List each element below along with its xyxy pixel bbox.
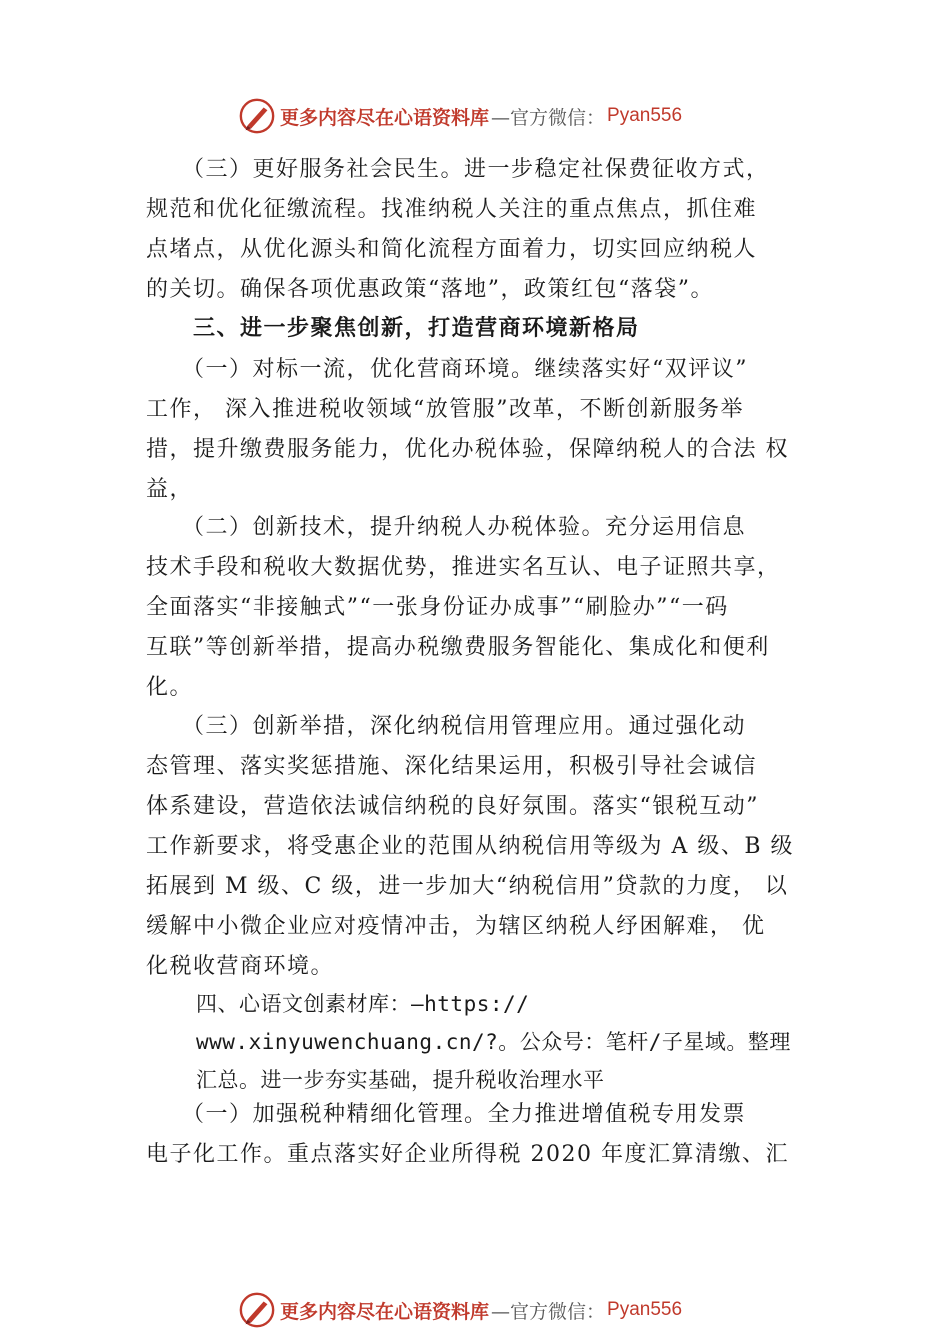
banner-dash-label: —官方微信：: [491, 1300, 606, 1323]
text-line: 益，: [146, 477, 194, 502]
text-line: 的关切。确保各项优惠政策“落地”，政策红包“落袋”。: [146, 277, 714, 302]
banner-title: 更多内容尽在心语资料库: [280, 106, 490, 129]
text-line: 拓展到 M 级、C 级，进一步加大“纳税信用”贷款的力度， 以: [146, 874, 789, 899]
pen-logo-icon: [238, 1291, 276, 1329]
paragraph-social-livelihood: [146, 150, 816, 310]
text-line: 互联”等创新举措，提高办税缴费服务智能化、集成化和便利: [146, 635, 770, 660]
text-line: 体系建设，营造依法诚信纳税的良好氛围。落实“银税互动”: [146, 794, 759, 819]
text-line: 工作新要求，将受惠企业的范围从纳税信用等级为 A 级、B 级: [146, 834, 795, 859]
text-line: 全面落实“非接触式”“一张身份证办成事”“刷脸办”“一码: [146, 595, 729, 620]
text-line: （一）加强税种精细化管理。全力推进增值税专用发票: [146, 1102, 747, 1127]
section-four-note: [196, 985, 836, 1099]
text-line: 缓解中小微企业应对疫情冲击，为辖区纳税人纾困解难， 优: [146, 914, 766, 939]
text-line: 工作， 深入推进税收领域“放管服”改革，不断创新服务举: [146, 397, 744, 422]
text-line: 汇总。进一步夯实基础，提升税收治理水平: [196, 1068, 605, 1092]
paragraph-business-environment: [146, 350, 816, 510]
paragraph-tax-management: [146, 1095, 816, 1175]
paragraph-credit-management: [146, 707, 816, 987]
banner-wechat-id: Pyan556: [607, 1299, 683, 1320]
heading-line: 三、进一步聚焦创新，打造营商环境新格局: [146, 316, 640, 341]
text-line: 四、心语文创素材库：—https://: [196, 992, 530, 1016]
text-line: 规范和优化征缴流程。找准纳税人关注的重点焦点，抓住难: [146, 197, 758, 222]
text-line: 技术手段和税收大数据优势，推进实名互认、电子证照共享，: [146, 555, 781, 580]
text-line: （二）创新技术，提升纳税人办税体验。充分运用信息: [146, 515, 747, 540]
text-line: 电子化工作。重点落实好企业所得税 2020 年度汇算清缴、汇: [146, 1142, 789, 1167]
text-line: 化税收营商环境。: [146, 954, 335, 979]
text-line: 化。: [146, 675, 194, 700]
pen-logo-icon: [238, 97, 276, 135]
banner-title: 更多内容尽在心语资料库: [280, 1300, 490, 1323]
paragraph-tech-innovation: [146, 508, 816, 708]
section-heading-innovation: [146, 309, 816, 349]
text-line: 点堵点，从优化源头和简化流程方面着力，切实回应纳税人: [146, 237, 758, 262]
text-line: （三）创新举措，深化纳税信用管理应用。通过强化动: [146, 714, 747, 739]
text-line: 态管理、落实奖惩措施、深化结果运用，积极引导社会诚信: [146, 754, 758, 779]
text-line: （一）对标一流，优化营商环境。继续落实好“双评议”: [146, 357, 748, 382]
banner-dash-label: —官方微信：: [491, 106, 606, 129]
text-line: 措，提升缴费服务能力，优化办税体验，保障纳税人的合法 权: [146, 437, 789, 462]
text-line: www.xinyuwenchuang.cn/?。公众号：笔杆/子星域。整理: [196, 1030, 791, 1054]
header-watermark-banner: [238, 96, 682, 136]
banner-wechat-id: Pyan556: [607, 105, 683, 126]
footer-watermark-banner: [238, 1290, 682, 1330]
text-line: （三）更好服务社会民生。进一步稳定社保费征收方式，: [146, 157, 770, 182]
